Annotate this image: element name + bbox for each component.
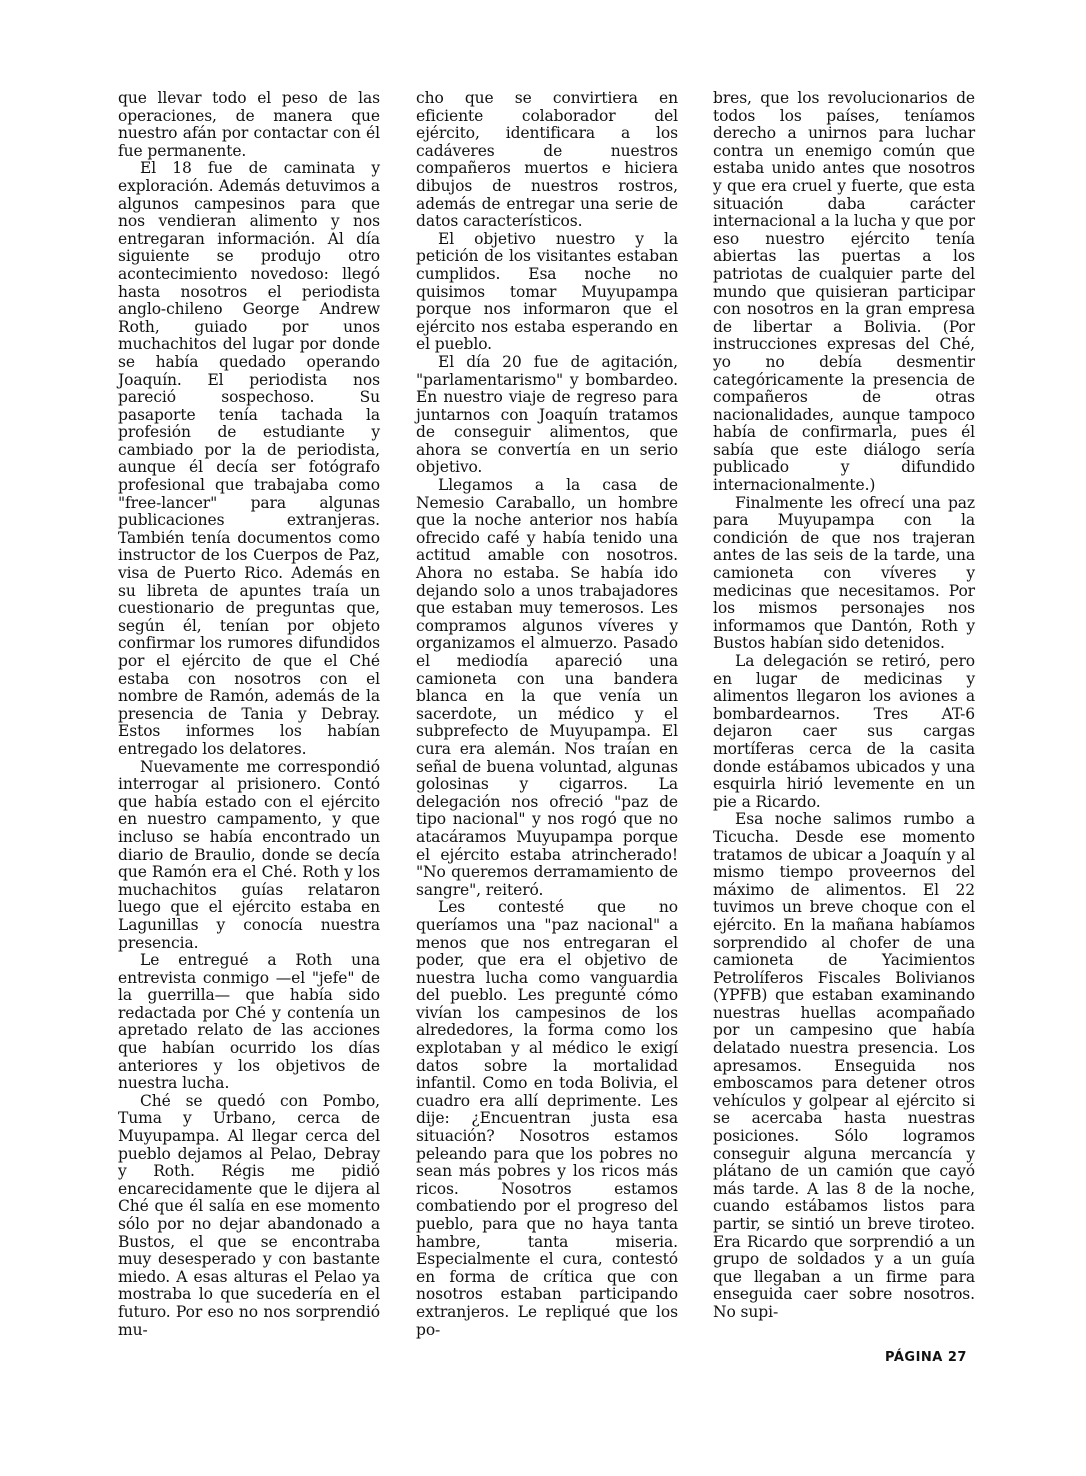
- paragraph: Le entregué a Roth una entrevista conmigo —el "jefe" de la guerrilla— que había sido redactada por Ché y contenía un apretado relato de las acciones que habían ocurrido los días anteriores y los objetivos de nuestra lucha.: [118, 951, 380, 1093]
- paragraph: Esa noche salimos rumbo a Ticucha. Desde ese momento tratamos de ubicar a Joaquín y al mismo tiempo proveernos del máximo de alimentos. El 22 tuvimos un breve choque con el ejército. En la mañana habíamos sorprendido al chofer de una camioneta de Yacimientos Petrolíferos Fiscales Bolivianos (YPFB) que estaban examinando nuestras huellas acompañado por un campesino que había delatado nuestra presencia. Los apresamos. Enseguida nos emboscamos para detener otros vehículos y golpear al ejército si se acercaba hasta nuestras posiciones. Sólo logramos conseguir alguna mercancía y plátano de un camión que cayó más tarde. A las 8 de la noche, cuando estábamos listos para partir, se sintió un breve tiroteo. Era Ricardo que sorprendió a un grupo de soldados y a un guía que llegaban a un firme para enseguida caer sobre nosotros. No supi-: [713, 810, 975, 1321]
- paragraph: El objetivo nuestro y la petición de los visitantes estaban cumplidos. Esa noche no quisimos tomar Muyupampa porque nos informaron que el ejército nos estaba esperando en el pueblo.: [416, 229, 678, 354]
- paragraph: Les contesté que no queríamos una "paz nacional" a menos que nos entregaran el poder, que era el objetivo de nuestra lucha como vanguardia del pueblo. Les pregunté cómo vivían los campesinos de los alrededores, la forma como los explotaban y al médico le exigí datos sobre la mortalidad infantil. Como en toda Bolivia, el cuadro era allí deprimente. Les dije: ¿Encuentran justa esa situación? Nosotros estamos peleando para que los pobres no sean más pobres y los ricos más ricos. Nosotros estamos combatiendo por el progreso del pueblo, para que no haya tanta hambre, tanta miseria. Especialmente el cura, contestó en forma de crítica que con nosotros estaban participando extranjeros. Le repliqué que los po-: [416, 898, 678, 1339]
- paragraph: cho que se convirtiera en eficiente colaborador del ejército, identificara a los cadáveres de nuestros compañeros muertos e hiciera dibujos de nuestros rostros, además de entregar una serie de datos característicos.: [416, 89, 678, 231]
- paragraph: Ché se quedó con Pombo, Tuma y Urbano, cerca de Muyupampa. Al llegar cerca del pueblo dejamos al Pelao, Debray y Roth. Régis me pidió encarecidamente que le dijera al Ché que él salía en ese momento sólo por no dejar abandonado a Bustos, el que se encontraba muy desesperado y con bastante miedo. A esas alturas el Pelao ya mostraba lo que sucedería en el futuro. Por eso no nos sorprendió mu-: [118, 1091, 380, 1339]
- paragraph: La delegación se retiró, pero en lugar de medicinas y alimentos llegaron los aviones a bombardearnos. Tres AT-6 dejaron caer sus cargas mortíferas cerca de la casita donde estábamos ubicados y una esquirla hirió levemente en un pie a Ricardo.: [713, 652, 975, 811]
- text-column-3: [713, 90, 975, 1322]
- paragraph: Finalmente les ofrecí una paz para Muyupampa con la condición de que nos trajeran antes de las seis de la tarde, una camioneta con víveres y medicinas que necesitamos. Por los mismos personajes nos informamos que Dantón, Roth y Bustos habían sido detenidos.: [713, 493, 975, 653]
- paragraph: bres, que los revolucionarios de todos los países, teníamos derecho a unirnos para luchar contra un enemigo común que estaba unido antes que nosotros y que era cruel y fuerte, que esta situación daba carácter internacional a la lucha y que por eso nuestro ejército tenía abiertas las puertas a los patriotas de cualquier parte del mundo que quisieran participar con nosotros en la gran empresa de libertar a Bolivia. (Por instrucciones expresas del Ché, yo no debía desmentir categóricamente la presencia de compañeros de otras nacionalidades, aunque tampoco había de confirmarla, pues él sabía que este diálogo sería publicado y difundido internacionalmente.): [713, 89, 975, 495]
- text-column-2: [416, 90, 678, 1339]
- paragraph: Nuevamente me correspondió interrogar al prisionero. Contó que había estado con el ejército en nuestro campamento, y que incluso se había encontrado un diario de Braulio, donde se decía que Ramón era el Ché. Roth y los muchachitos guías relataron luego que el ejército estaba en Lagunillas y conocía nuestra presencia.: [118, 757, 380, 952]
- paragraph: El día 20 fue de agitación, "parlamentarismo" y bombardeo. En nuestro viaje de regreso para juntarnos con Joaquín tratamos de conseguir alimentos, que ahora se convertía en un serio objetivo.: [416, 352, 678, 477]
- text-column-1: [118, 90, 380, 1339]
- paragraph: Llegamos a la casa de Nemesio Caraballo, un hombre que la noche anterior nos había ofrecido café y había tenido una actitud amable con nosotros. Ahora no estaba. Se había ido dejando solo a unos trabajadores que estaban muy temerosos. Les compramos algunos víveres y organizamos el almuerzo. Pasado el mediodía apareció una camioneta con una bandera blanca en la que venía un sacerdote, un médico y el subprefecto de Muyupampa. El cura era alemán. Nos traían en señal de buena voluntad, algunas golosinas y cigarros. La delegación nos ofreció "paz de tipo nacional" y nos rogó que no atacáramos Muyupampa porque el ejército estaba atrincherado! "No queremos derramamiento de sangre", reiteró.: [416, 476, 678, 899]
- paragraph: que llevar todo el peso de las operaciones, de manera que nuestro afán por contactar con él fue permanente.: [118, 89, 380, 160]
- page-number: PÁGINA 27: [885, 1350, 967, 1365]
- paragraph: El 18 fue de caminata y exploración. Además detuvimos a algunos campesinos para que nos vendieran alimento y nos entregaran información. Al día siguiente se produjo otro acontecimiento novedoso: llegó hasta nosotros el periodista anglo-chileno George Andrew Roth, guiado por unos muchachitos del lugar por donde se había quedado operando Joaquín. El periodista nos pareció sospechoso. Su pasaporte tenía tachada la profesión de estudiante y cambiado por la de periodista, aunque él decía ser fotógrafo profesional que trabajaba como "free-lancer" para algunas publicaciones extranjeras. También tenía documentos como instructor de los Cuerpos de Paz, visa de Puerto Rico. Además en su libreta de apuntes traía un cuestionario de preguntas que, según él, tenían por objeto confirmar los rumores difundidos por el ejército de que el Ché estaba con nosotros con el nombre de Ramón, además de la presencia de Tania y Debray. Estos informes los habían entregado los delatores.: [118, 159, 380, 758]
